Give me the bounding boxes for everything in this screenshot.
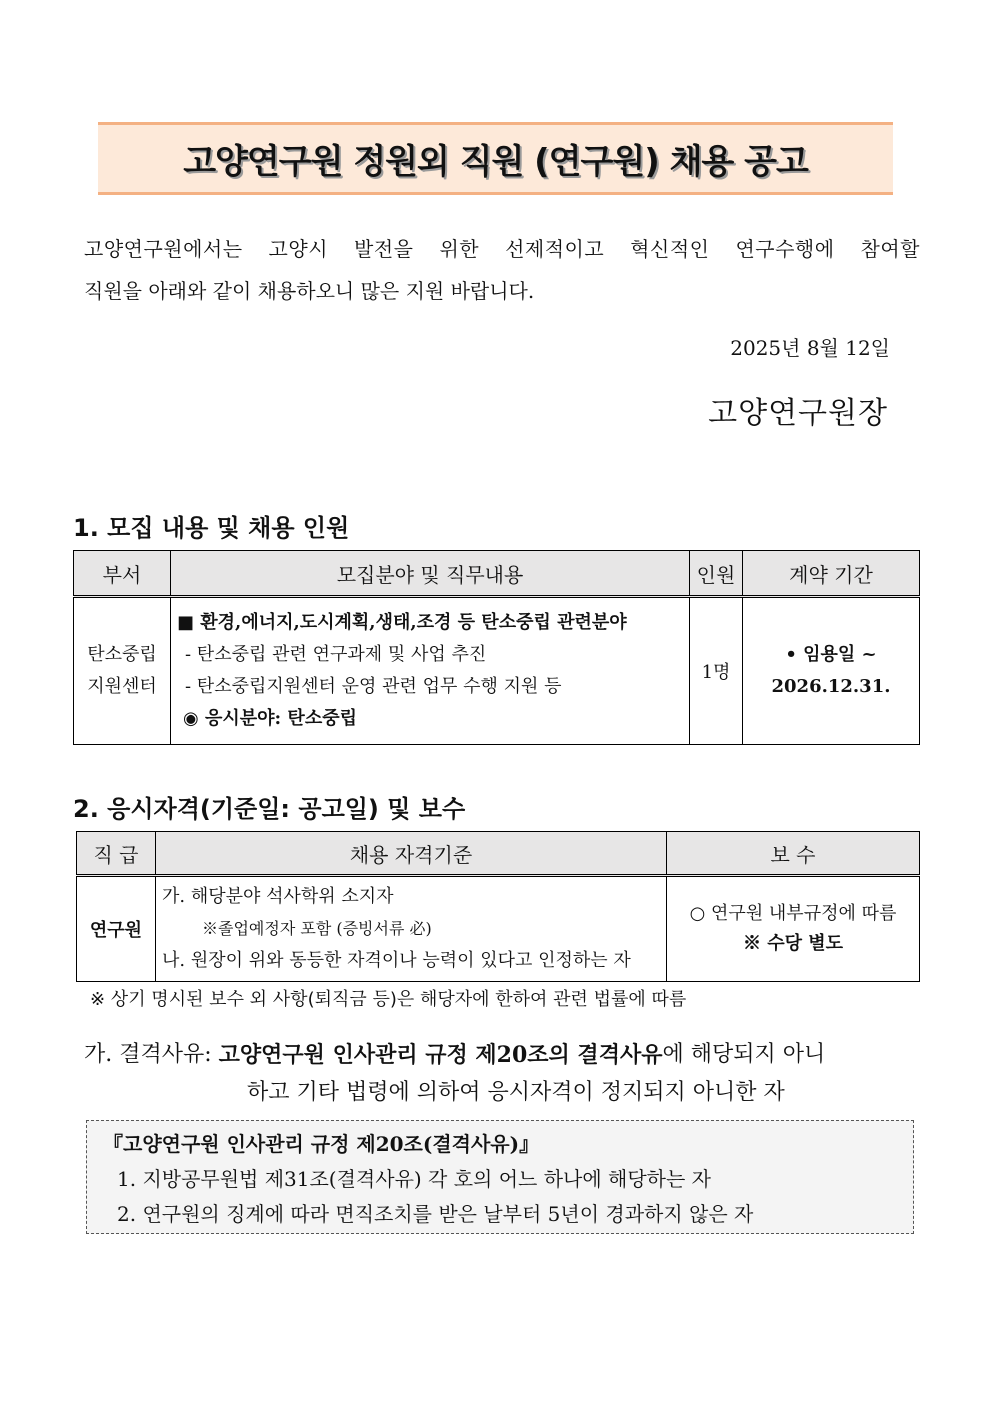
duties-cell [171, 597, 690, 745]
pay-cell [667, 876, 920, 982]
intro-paragraph [84, 228, 920, 312]
section-1-title: 1. 모집 내용 및 채용 인원 [73, 514, 350, 542]
disqualification-paragraph [84, 1036, 920, 1112]
disqualification-line-1 [84, 1036, 920, 1074]
dept-line-2: 지원센터 [87, 676, 157, 697]
intro-line-2: 직원을 아래와 같이 채용하오니 많은 지원 바랍니다. [84, 279, 535, 303]
regulation-heading: 『고양연구원 인사관리 규정 제20조(결격사유)』 [103, 1132, 540, 1156]
disqualification-rest: 에 해당되지 아니 [662, 1042, 826, 1067]
pay-footnote: ※ 상기 명시된 보수 외 사항(퇴직금 등)은 해당자에 한하여 관련 법률에 따름 [90, 989, 687, 1010]
period-cell [743, 597, 920, 745]
signer-name: 고양연구원장 [708, 396, 888, 431]
pay-line-1: ○ 연구원 내부규정에 따름 [689, 903, 897, 924]
header-period: 계약 기간 [743, 551, 920, 597]
regulation-box [86, 1120, 914, 1234]
recruitment-table [73, 550, 920, 745]
disqualification-bold: 고양연구원 인사관리 규정 제20조의 결격사유 [218, 1042, 663, 1068]
announcement-date: 2025년 8월 12일 [730, 336, 890, 360]
header-count: 인원 [690, 551, 743, 597]
header-pay: 보 수 [667, 832, 920, 876]
disqualification-line-2: 하고 기타 법령에 의하여 응시자격이 정지되지 아니한 자 [247, 1080, 785, 1105]
dept-line-1: 탄소중립 [87, 644, 157, 665]
qualification-item-1: 가. 해당분야 석사학위 소지자 [162, 886, 394, 907]
qualification-table [76, 831, 920, 982]
header-rank: 직 급 [77, 832, 156, 876]
apply-field: ◉ 응시분야: 탄소중립 [183, 708, 357, 729]
pay-line-2: ※ 수당 별도 [742, 933, 844, 954]
duty-item-2: - 탄소중립지원센터 운영 관련 업무 수행 지원 등 [185, 676, 562, 697]
intro-line-1: 고양연구원에서는 고양시 발전을 위한 선제적이고 혁신적인 연구수행에 참여할 [84, 237, 920, 261]
regulation-item-2: 2. 연구원의 징계에 따라 면직조치를 받은 날부터 5년이 경과하지 않은 자 [117, 1202, 754, 1226]
section-2-title: 2. 응시자격(기준일: 공고일) 및 보수 [73, 795, 466, 823]
dept-cell [74, 597, 171, 745]
period-line-1: • 임용일 ~ [785, 644, 877, 665]
period-line-2: 2026.12.31. [771, 676, 891, 697]
regulation-item-1: 1. 지방공무원법 제31조(결격사유) 각 호의 어느 하나에 해당하는 자 [117, 1167, 711, 1191]
duty-item-1: - 탄소중립 관련 연구과제 및 사업 추진 [185, 644, 487, 665]
disqualification-label: 가. 결격사유: [84, 1042, 219, 1067]
page-title: 고양연구원 정원외 직원 (연구원) 채용 공고 [183, 142, 808, 182]
header-dept: 부서 [74, 551, 171, 597]
rank-cell: 연구원 [77, 876, 156, 982]
header-qualification: 채용 자격기준 [156, 832, 667, 876]
count-cell: 1명 [690, 597, 743, 745]
title-banner [98, 122, 893, 195]
qualification-item-2: 나. 원장이 위와 동등한 자격이나 능력이 있다고 인정하는 자 [162, 950, 631, 971]
header-duties: 모집분야 및 직무내용 [171, 551, 690, 597]
qualification-note: ※졸업예정자 포함 (증빙서류 必) [202, 919, 432, 938]
duty-main: ■ 환경,에너지,도시계획,생태,조경 등 탄소중립 관련분야 [177, 612, 627, 633]
qualification-cell [156, 876, 667, 982]
